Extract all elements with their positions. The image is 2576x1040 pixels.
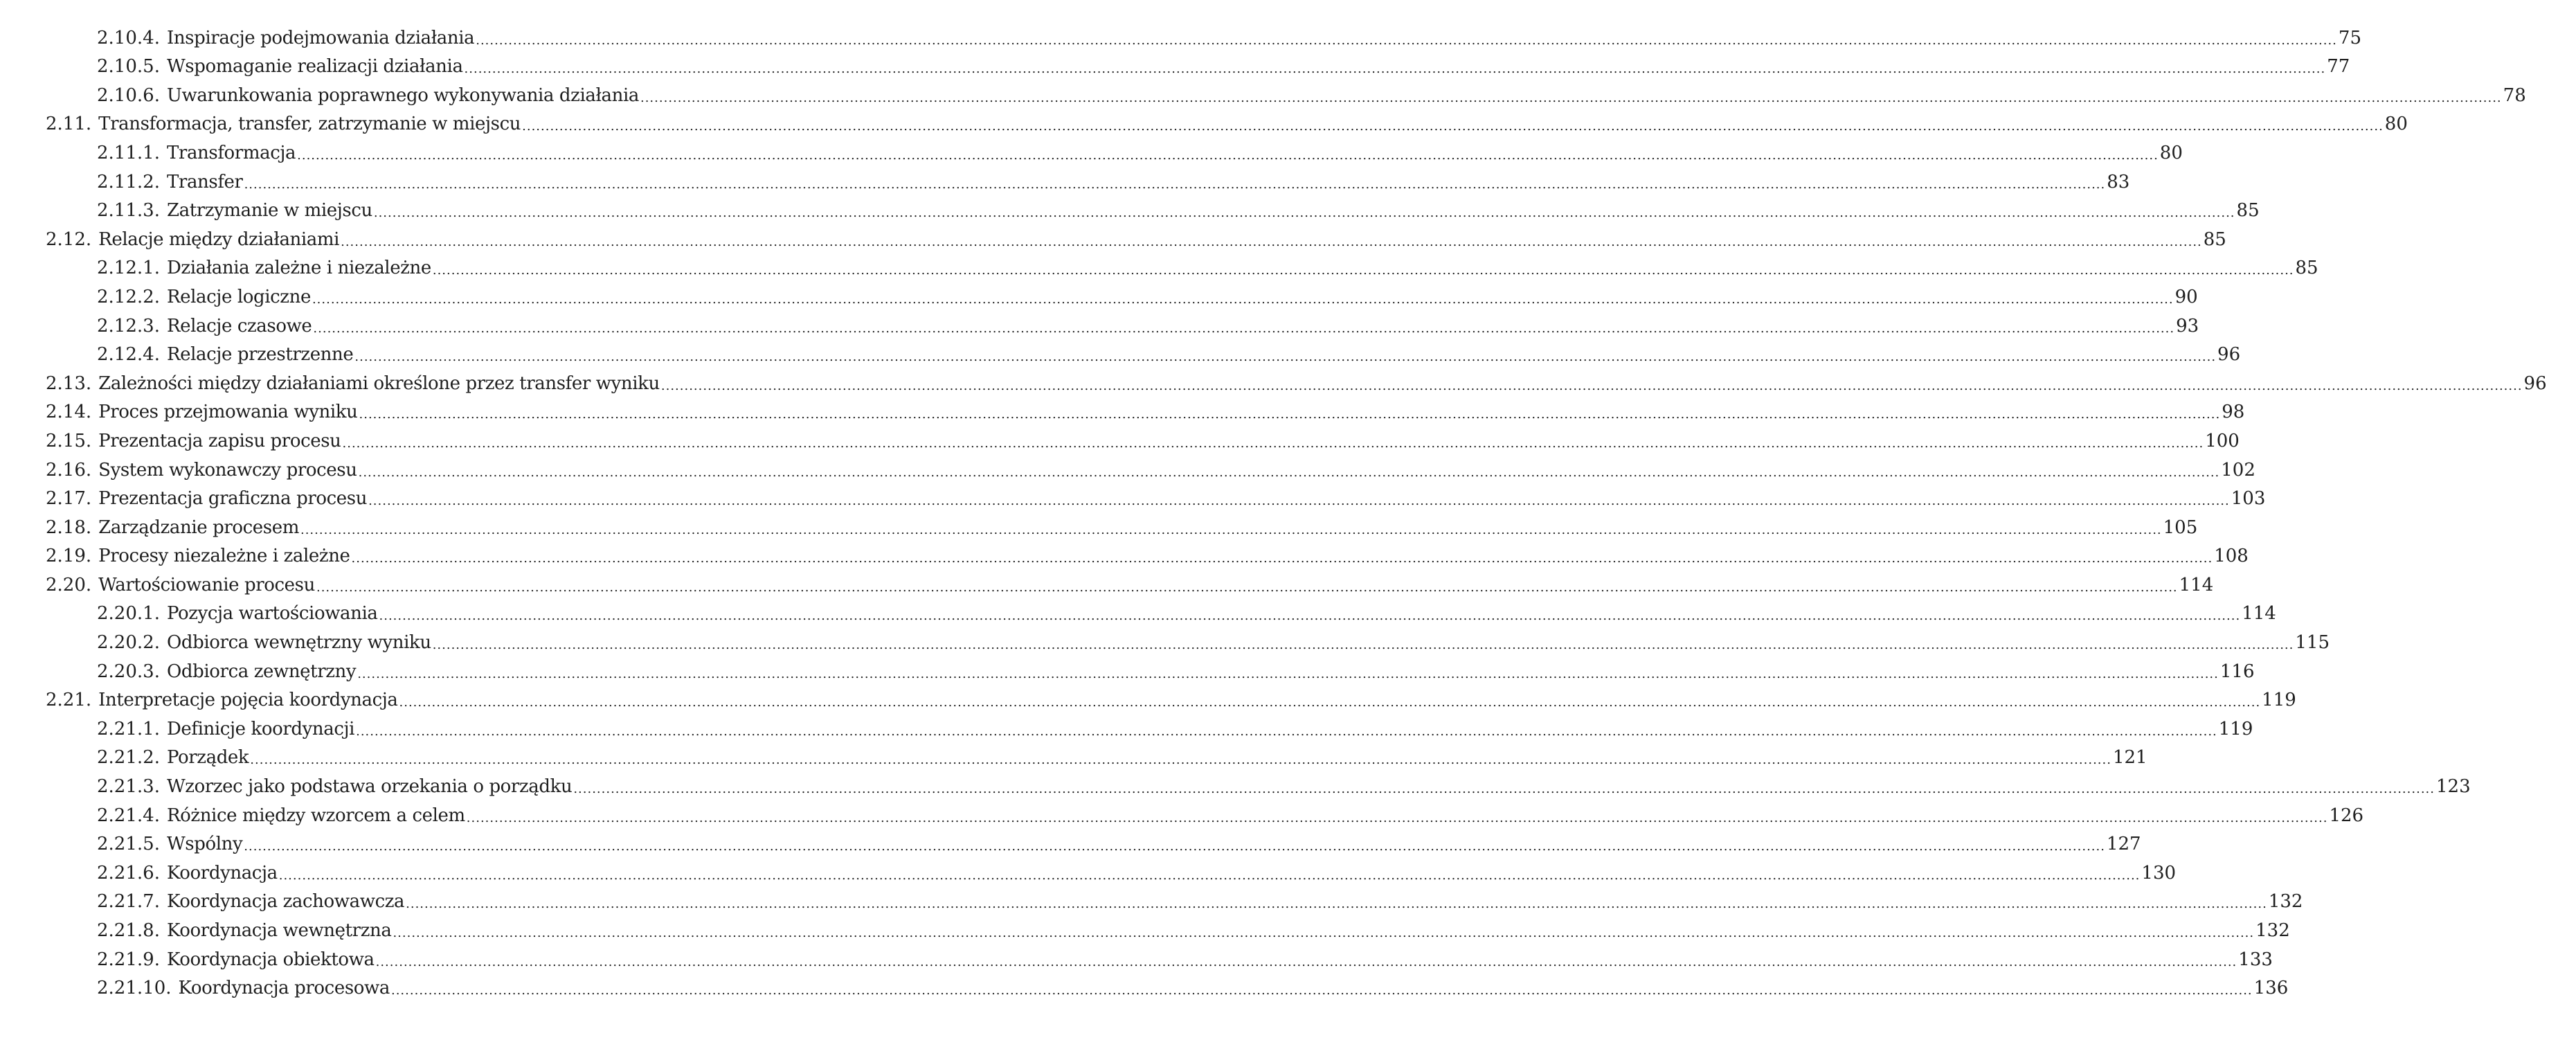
toc-entry [0, 77, 2526, 106]
dot-leader: ................................................................................................................................................................................................................................................................................................................................................................................................................ [341, 234, 2202, 249]
toc-entry-number: 2.18. [46, 517, 92, 538]
dot-leader: ................................................................................................................................................................................................................................................................................................................................................................................................................ [351, 551, 2213, 566]
toc-entry-page-number: 93 [2176, 315, 2199, 337]
dot-leader: ................................................................................................................................................................................................................................................................................................................................................................................................................ [250, 753, 2111, 768]
dot-leader: ................................................................................................................................................................................................................................................................................................................................................................................................................ [354, 350, 2217, 365]
dot-leader: ................................................................................................................................................................................................................................................................................................................................................................................................................ [359, 407, 2221, 422]
toc-entry-number: 2.12.1. [97, 258, 160, 279]
toc-entry-number: 2.11.2. [97, 171, 160, 192]
dot-leader: ................................................................................................................................................................................................................................................................................................................................................................................................................ [432, 263, 2294, 278]
toc-entry-number: 2.21.10. [97, 978, 172, 999]
dot-leader: ................................................................................................................................................................................................................................................................................................................................................................................................................ [357, 666, 2219, 681]
dot-leader: ................................................................................................................................................................................................................................................................................................................................................................................................................ [368, 494, 2230, 509]
toc-entry-number: 2.21.6. [97, 862, 160, 884]
dot-leader: ................................................................................................................................................................................................................................................................................................................................................................................................................ [373, 206, 2235, 221]
toc-entry-page-number: 100 [2205, 430, 2240, 451]
toc-entry-title: Wspomaganie realizacji działania [166, 56, 463, 78]
toc-entry-page-number: 127 [2106, 834, 2141, 855]
toc-entry-page-number: 80 [2384, 114, 2408, 135]
toc-entry [0, 221, 2226, 250]
dot-leader: ................................................................................................................................................................................................................................................................................................................................................................................................................ [278, 868, 2141, 883]
toc-entry-page-number: 85 [2236, 200, 2260, 222]
dot-leader: ................................................................................................................................................................................................................................................................................................................................................................................................................ [640, 90, 2502, 105]
toc-entry-title: Odbiorca wewnętrzny wyniku [166, 632, 431, 654]
toc-entry-page-number: 133 [2238, 949, 2273, 970]
toc-entry-page-number: 96 [2523, 373, 2547, 394]
toc-entry-number: 2.20. [46, 574, 92, 595]
toc-entry [0, 509, 2198, 538]
toc-entry-number: 2.14. [46, 402, 92, 423]
toc-entry-page-number: 136 [2253, 978, 2289, 999]
toc-entry-number: 2.13. [46, 373, 92, 394]
dot-leader: ................................................................................................................................................................................................................................................................................................................................................................................................................ [356, 724, 2217, 739]
toc-entry-title: Koordynacja wewnętrzna [166, 920, 392, 941]
toc-entry-title: Zależności między działaniami określone przez transfer wyniku [98, 373, 660, 394]
toc-entry-page-number: 85 [2295, 258, 2318, 279]
toc-entry-number: 2.12. [46, 228, 92, 250]
toc-entry-title: Porządek [166, 747, 249, 769]
toc-entry-number: 2.12.3. [97, 315, 160, 337]
toc-entry-title: Relacje czasowe [166, 315, 312, 337]
toc-entry-title: Koordynacja [166, 862, 278, 884]
toc-entry-title: Wzorzec jako podstawa orzekania o porządku [166, 776, 573, 798]
toc-entry-number: 2.10.4. [97, 27, 160, 48]
toc-entry-number: 2.21.9. [97, 949, 160, 970]
toc-entry [0, 538, 2249, 567]
toc-entry [0, 884, 2303, 913]
toc-entry-title: Transfer [166, 171, 243, 192]
dot-leader: ................................................................................................................................................................................................................................................................................................................................................................................................................ [466, 810, 2328, 825]
dot-leader: ................................................................................................................................................................................................................................................................................................................................................................................................................ [297, 147, 2159, 163]
toc-entry-page-number: 123 [2435, 776, 2471, 798]
dot-leader: ................................................................................................................................................................................................................................................................................................................................................................................................................ [342, 436, 2204, 451]
table-of-contents [0, 19, 2547, 999]
toc-entry-page-number: 80 [2159, 142, 2183, 163]
toc-entry-title: Transformacja, transfer, zatrzymanie w miejscu [98, 114, 521, 135]
toc-entry-number: 2.20.2. [97, 632, 160, 654]
dot-leader: ................................................................................................................................................................................................................................................................................................................................................................................................................ [573, 782, 2435, 797]
toc-entry-number: 2.11.3. [97, 200, 160, 222]
toc-entry-page-number: 75 [2338, 27, 2361, 48]
toc-entry [0, 682, 2296, 711]
toc-entry-title: Różnice między wzorcem a celem [166, 805, 465, 826]
toc-entry [0, 595, 2276, 625]
toc-entry-title: Zatrzymanie w miejscu [166, 200, 372, 222]
toc-entry-number: 2.21.2. [97, 747, 160, 769]
toc-entry-title: System wykonawczy procesu [98, 459, 357, 481]
toc-entry-page-number: 78 [2503, 84, 2526, 106]
toc-entry-page-number: 108 [2214, 546, 2249, 567]
toc-entry-page-number: 121 [2112, 747, 2147, 769]
toc-entry-title: Prezentacja graficzna procesu [98, 488, 368, 510]
toc-entry-title: Odbiorca zewnętrzny [166, 661, 357, 682]
toc-entry-page-number: 114 [2179, 574, 2214, 595]
dot-leader: ................................................................................................................................................................................................................................................................................................................................................................................................................ [379, 609, 2241, 624]
toc-entry-title: Relacje przestrzenne [166, 344, 354, 366]
toc-entry-page-number: 102 [2221, 459, 2255, 481]
toc-entry-number: 2.10.6. [97, 84, 160, 106]
toc-entry-title: Inspiracje podejmowania działania [166, 27, 475, 48]
toc-entry-number: 2.21.5. [97, 834, 160, 855]
toc-entry [0, 337, 2241, 366]
toc-entry-page-number: 105 [2163, 517, 2198, 538]
dot-leader: ................................................................................................................................................................................................................................................................................................................................................................................................................ [244, 177, 2106, 192]
dot-leader: ................................................................................................................................................................................................................................................................................................................................................................................................................ [300, 522, 2162, 537]
toc-entry-number: 2.21.4. [97, 805, 160, 826]
toc-entry [0, 566, 2214, 595]
toc-entry-number: 2.16. [46, 459, 92, 481]
toc-entry-title: Relacje logiczne [166, 286, 311, 307]
toc-entry-number: 2.11. [46, 114, 92, 135]
dot-leader: ................................................................................................................................................................................................................................................................................................................................................................................................................ [244, 839, 2105, 854]
toc-entry-title: Prezentacja zapisu procesu [98, 430, 341, 451]
toc-entry-page-number: 130 [2141, 862, 2177, 884]
toc-entry [0, 422, 2240, 451]
toc-entry [0, 653, 2255, 682]
toc-entry [0, 394, 2245, 423]
toc-entry-page-number: 85 [2203, 228, 2226, 250]
toc-entry-title: Działania zależne i niezależne [166, 258, 431, 279]
dot-leader: ................................................................................................................................................................................................................................................................................................................................................................................................................ [313, 321, 2175, 336]
toc-entry-page-number: 77 [2327, 56, 2350, 78]
toc-entry-number: 2.17. [46, 488, 92, 510]
toc-entry-number: 2.11.1. [97, 142, 160, 163]
toc-entry-page-number: 116 [2219, 661, 2255, 682]
toc-entry [0, 970, 2289, 999]
toc-entry-number: 2.21.8. [97, 920, 160, 941]
dot-leader: ................................................................................................................................................................................................................................................................................................................................................................................................................ [522, 119, 2384, 134]
toc-entry [0, 826, 2141, 855]
toc-entry-number: 2.12.2. [97, 286, 160, 307]
toc-entry-title: Proces przejmowania wyniku [98, 402, 358, 423]
toc-entry [0, 106, 2408, 135]
toc-entry-page-number: 96 [2217, 344, 2241, 366]
toc-entry-page-number: 132 [2255, 920, 2290, 941]
toc-entry [0, 481, 2266, 510]
toc-entry-page-number: 114 [2242, 603, 2276, 625]
toc-entry-title: Zarządzanie procesem [98, 517, 299, 538]
toc-entry-number: 2.21.1. [97, 718, 160, 739]
toc-entry [0, 854, 2177, 884]
toc-entry [0, 307, 2199, 337]
toc-entry [0, 912, 2290, 941]
toc-entry-title: Koordynacja zachowawcza [166, 891, 405, 913]
toc-entry [0, 797, 2364, 826]
toc-entry-page-number: 90 [2174, 286, 2198, 307]
toc-entry-number: 2.19. [46, 546, 92, 567]
toc-entry-number: 2.21.7. [97, 891, 160, 913]
dot-leader: ................................................................................................................................................................................................................................................................................................................................................................................................................ [312, 292, 2174, 307]
toc-entry-number: 2.12.4. [97, 344, 160, 366]
toc-entry-title: Koordynacja obiektowa [166, 949, 375, 970]
dot-leader: ................................................................................................................................................................................................................................................................................................................................................................................................................ [375, 954, 2237, 969]
toc-entry-title: Koordynacja procesowa [178, 978, 390, 999]
toc-entry-title: Procesy niezależne i zależne [98, 546, 350, 567]
toc-entry [0, 739, 2147, 769]
toc-entry-title: Uwarunkowania poprawnego wykonywania działania [166, 84, 639, 106]
toc-entry-number: 2.21. [46, 690, 92, 711]
toc-entry-page-number: 98 [2222, 402, 2245, 423]
dot-leader: ................................................................................................................................................................................................................................................................................................................................................................................................................ [406, 897, 2267, 912]
toc-entry [0, 163, 2130, 192]
dot-leader: ................................................................................................................................................................................................................................................................................................................................................................................................................ [393, 926, 2255, 940]
toc-entry-title: Transformacja [166, 142, 296, 163]
dot-leader: ................................................................................................................................................................................................................................................................................................................................................................................................................ [399, 695, 2261, 710]
toc-entry-title: Relacje między działaniami [98, 228, 340, 250]
dot-leader: ................................................................................................................................................................................................................................................................................................................................................................................................................ [476, 33, 2337, 48]
toc-entry-title: Wspólny [166, 834, 243, 855]
toc-entry-page-number: 103 [2231, 488, 2266, 510]
toc-entry-page-number: 115 [2295, 632, 2330, 654]
toc-entry [0, 710, 2253, 739]
toc-entry-number: 2.21.3. [97, 776, 160, 798]
toc-entry [0, 941, 2273, 970]
toc-entry-page-number: 119 [2218, 718, 2253, 739]
toc-entry [0, 451, 2255, 481]
toc-entry-number: 2.20.1. [97, 603, 160, 625]
toc-entry [0, 134, 2183, 163]
toc-entry-title: Pozycja wartościowania [166, 603, 378, 625]
dot-leader: ................................................................................................................................................................................................................................................................................................................................................................................................................ [358, 465, 2220, 480]
toc-entry-page-number: 126 [2329, 805, 2364, 826]
dot-leader: ................................................................................................................................................................................................................................................................................................................................................................................................................ [390, 983, 2253, 998]
toc-entry-number: 2.15. [46, 430, 92, 451]
toc-entry [0, 48, 2350, 78]
toc-entry-page-number: 132 [2268, 891, 2303, 913]
toc-entry [0, 278, 2198, 307]
toc-entry-title: Definicje koordynacji [166, 718, 355, 739]
toc-entry-title: Interpretacje pojęcia koordynacja [98, 690, 398, 711]
dot-leader: ................................................................................................................................................................................................................................................................................................................................................................................................................ [316, 580, 2178, 595]
toc-entry-number: 2.10.5. [97, 56, 160, 78]
dot-leader: ................................................................................................................................................................................................................................................................................................................................................................................................................ [432, 638, 2294, 653]
toc-entry [0, 624, 2330, 654]
toc-entry [0, 250, 2318, 279]
toc-entry [0, 365, 2547, 394]
dot-leader: ................................................................................................................................................................................................................................................................................................................................................................................................................ [660, 378, 2523, 393]
toc-entry [0, 768, 2471, 798]
toc-entry [0, 192, 2260, 222]
toc-entry-page-number: 119 [2262, 690, 2296, 711]
toc-entry-number: 2.20.3. [97, 661, 160, 682]
toc-entry-title: Wartościowanie procesu [98, 574, 315, 595]
toc-entry [0, 19, 2361, 48]
toc-entry-page-number: 83 [2107, 171, 2130, 192]
dot-leader: ................................................................................................................................................................................................................................................................................................................................................................................................................ [464, 62, 2326, 77]
